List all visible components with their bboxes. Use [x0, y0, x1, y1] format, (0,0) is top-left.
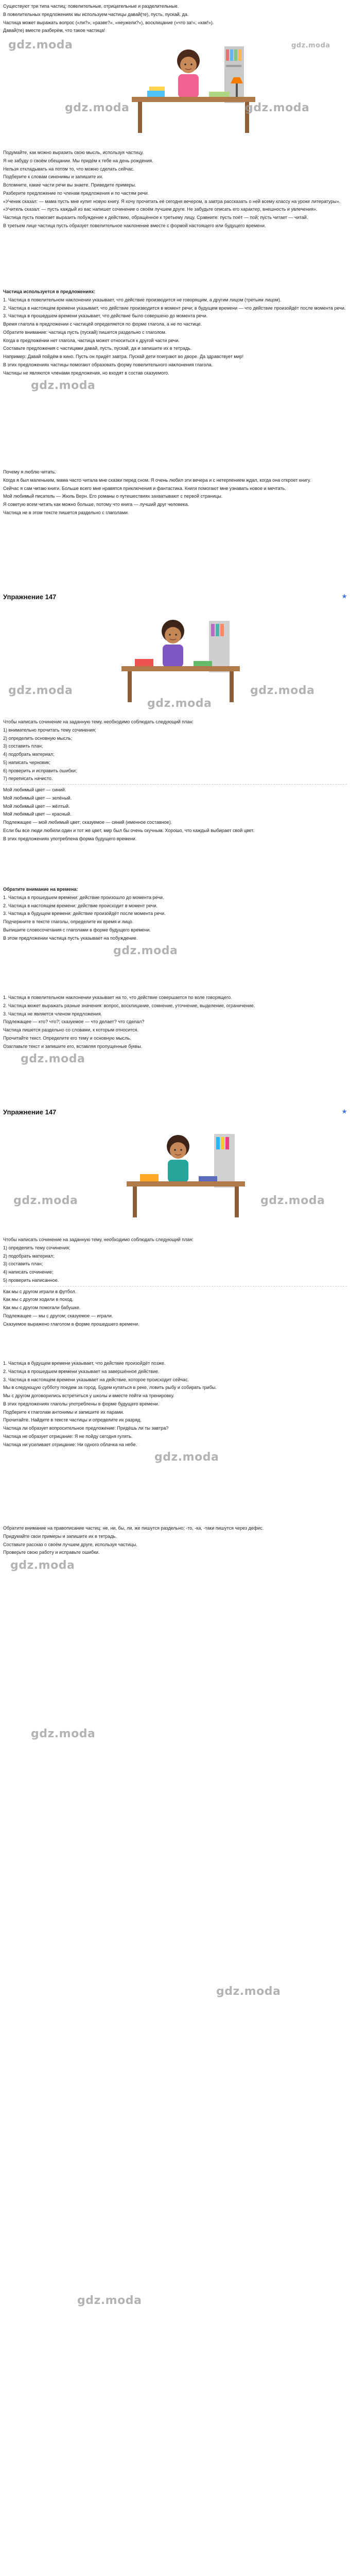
- exercise-147-header: [0, 587, 350, 605]
- divider: [3, 784, 347, 785]
- section-1-line: Я не забуду о своём обещании. Мы придём к тебе на день рождения.: [3, 158, 153, 163]
- intro-line-3: Частица может выражать вопрос («ли?», «разве?», «неужели?»), восклицание («что за!», «как!»).: [3, 20, 214, 25]
- section-1-body: «Ученик сказал: — мама пусть мне купит новую книгу. Я хочу прочитать её сегодня вечером, а завтра рассказать о ней всему классу на уроке литературы».: [3, 198, 341, 204]
- exercise-147-part-b: [0, 886, 350, 959]
- ex147b-b-line: 2. Частица в прошедшем времени указывает на завершённое действие.: [3, 1368, 160, 1374]
- ex147-a-line: Чтобы написать сочинение на заданную тему, необходимо соблюдать следующий план:: [3, 719, 194, 724]
- watermark-text: gdz.moda: [260, 1194, 325, 1207]
- ex147-c-line: Прочитайте текст. Определите его тему и основную мысль.: [3, 1035, 131, 1041]
- ex147-a-line: 2) определить основную мысль;: [3, 735, 73, 741]
- watermark-text: gdz.moda: [77, 2294, 142, 2307]
- section-3-line: Частица не в этом тексте пишется раздельно с глаголами.: [3, 510, 129, 515]
- section-2-line: Например: Давай пойдём в кино. Пусть он придёт завтра. Пускай дети поиграют во дворе. Да здравствует мир!: [3, 354, 244, 360]
- section-1-line: Вспомните, какие части речи вы знаете. Приведите примеры.: [3, 182, 136, 188]
- girl-desk-illustration-icon: [3, 1121, 347, 1229]
- ex147b-a-line: 4) написать сочинение;: [3, 1269, 54, 1275]
- section-1-line: Разберите предложение по членам предложения и по частям речи.: [3, 190, 149, 196]
- bookmark-star-icon[interactable]: ★: [342, 1109, 347, 1115]
- section-3: [0, 469, 350, 518]
- ex147-a-line: Мой любимый цвет — синий.: [3, 787, 66, 793]
- ex147-b-line: В этом предложении частица пусть указывает на побуждение.: [3, 935, 138, 941]
- watermark-text: gdz.moda: [154, 1451, 219, 1464]
- ex147b-a-line: Как мы с другом играли в футбол.: [3, 1289, 77, 1294]
- watermark-text: gdz.moda: [245, 101, 310, 114]
- ex147b-b-line: Подберите к глаголам антонимы и запишите их парами.: [3, 1409, 124, 1415]
- illustration-girl-desk-1: [3, 36, 347, 144]
- watermark-text: gdz.moda: [65, 101, 130, 114]
- ex147-b-line: Выпишите словосочетания с глаголами в форме будущего времени.: [3, 927, 151, 933]
- ex147-a-line: 1) внимательно прочитать тему сочинения;: [3, 727, 96, 733]
- watermark-text: gdz.moda: [10, 1559, 75, 1572]
- exercise-147b-heading: [3, 1108, 347, 1117]
- ex147b-a-line: Подлежащее — мы с другом; сказуемое — играли.: [3, 1313, 113, 1318]
- ex147b-b-line: Мы в следующую субботу поедем за город. Будем купаться в реке, ловить рыбу и собирать грибы.: [3, 1385, 217, 1391]
- ex147b-b-line: 3. Частица в настоящем времени указывает на действие, которое происходит сейчас.: [3, 1377, 189, 1382]
- ex147b-b-line: Частица не образует отрицание: Я не пойду сегодня гулять.: [3, 1433, 133, 1439]
- section-2-line: Время глагола в предложении с частицей определяется по форме глагола, а не по частице.: [3, 321, 202, 327]
- section-3-line: Почему я люблю читать.: [3, 469, 56, 474]
- section-2-line: 3. Частица в прошедшем времени указывает, что действие было совершено до момента речи.: [3, 313, 208, 319]
- ex147-c-line: 2. Частица может выражать разные значения: вопрос, восклицание, сомнение, уточнение, выделение, ограничение.: [3, 1003, 255, 1008]
- ex147b-a-line: 2) подобрать материал;: [3, 1253, 55, 1259]
- section-2-line: Составьте предложения с частицами давай, пусть, пускай, да и запишите их в тетрадь.: [3, 346, 192, 351]
- section-3-line: Мой любимый писатель — Жюль Верн. Его романы о путешествиях захватывают с первой страницы.: [3, 494, 223, 499]
- ex147b-a-line: 5) проверить написанное.: [3, 1277, 59, 1283]
- ex147b-b-line: Прочитайте. Найдите в тексте частицы и определите их разряд.: [3, 1417, 142, 1423]
- exercise-147-heading: [3, 592, 347, 602]
- ex147b-b-line: Частица ли образует вопросительное предложение: Придёшь ли ты завтра?: [3, 1426, 169, 1431]
- ex147-b-title: Обратите внимание на времена:: [3, 887, 78, 892]
- ex147-a-line: Подлежащее — мой любимый цвет; сказуемое — синий (именное составное).: [3, 820, 172, 825]
- section-1-line: Подберите к словам синонимы и запишите их.: [3, 174, 103, 180]
- exercise-147b-title: Упражнение 147: [3, 1108, 57, 1116]
- section-1-body: Частица пусть помогает выразить побуждение к действию, обращённое к третьему лицу. Сравните: пусть поёт — пой; пусть читает — читай.: [3, 215, 308, 221]
- watermark-text: gdz.moda: [113, 944, 178, 958]
- section-1-line: Нельзя откладывать на потом то, что можно сделать сейчас.: [3, 166, 135, 172]
- exercise-147b-header: [0, 1103, 350, 1121]
- exercise-147-title: Упражнение 147: [3, 593, 57, 601]
- ex147b-a-line: Как мы с другом ходили в поход.: [3, 1297, 74, 1302]
- intro-line-4: Давай(те) вместе разберём, что такое частица!: [3, 28, 106, 33]
- section-2-line: Частицы не являются членами предложения, но входят в состав сказуемого.: [3, 370, 169, 376]
- ex147b-b-line: 1. Частица в будущем времени указывает, что действие произойдёт позже.: [3, 1361, 166, 1366]
- section-1-line: Подумайте, как можно выразить свою мысль, используя частицу.: [3, 150, 144, 155]
- exercise-147-part-c: [0, 994, 350, 1067]
- ex147b-a-line: Сказуемое выражено глаголом в форме прошедшего времени.: [3, 1321, 139, 1327]
- ex147-a-line: В этих предложениях употреблена форма будущего времени.: [3, 836, 137, 841]
- watermark-text: gdz.moda: [291, 42, 330, 49]
- section-2-line: Когда в предложении нет глагола, частица может относиться к другой части речи.: [3, 337, 180, 343]
- watermark-text: gdz.moda: [8, 39, 73, 52]
- section-2-line: Обратите внимание: частица пусть (пускай) пишется раздельно с глаголом.: [3, 329, 167, 335]
- ex147-c-line: 1. Частица в повелительном наклонении указывает на то, что действие совершается по воле говорящего.: [3, 995, 232, 1000]
- ex147-b-line: Подчеркните в тексте глаголы, определите их время и лицо.: [3, 919, 134, 925]
- ex147-b-line: 1. Частица в прошедшем времени: действие произошло до момента речи.: [3, 894, 164, 900]
- ex147b-a-line: Как мы с другом помогали бабушке.: [3, 1305, 81, 1311]
- ex147b-a-line: 3) составить план;: [3, 1261, 43, 1267]
- ex147b-c-line: Придумайте свои примеры и запишите их в тетрадь.: [3, 1533, 117, 1539]
- ex147-a-line: 3) составить план;: [3, 743, 43, 749]
- ex147b-a-line: Чтобы написать сочинение на заданную тему, необходимо соблюдать следующий план:: [3, 1237, 194, 1242]
- ex147b-a-line: 1) определить тему сочинения;: [3, 1245, 71, 1250]
- watermark-text: gdz.moda: [21, 1053, 85, 1066]
- ex147-a-line: 6) проверить и исправить ошибки;: [3, 768, 77, 773]
- ex147-a-line: 4) подобрать материал;: [3, 752, 55, 757]
- ex147b-b-line: Мы с другом договорились встретиться у школы и вместе пойти на тренировку.: [3, 1393, 174, 1399]
- ex147-a-line: 7) переписать начисто.: [3, 776, 53, 782]
- section-2-line: 1. Частица в повелительном наклонении указывает, что действие производится не говорящим, а другим лицом (третьим лицом).: [3, 297, 282, 302]
- ex147-a-line: Мой любимый цвет — зелёный.: [3, 795, 72, 801]
- section-2-line: 2. Частица в настоящем времени указывает, что действие производится в момент речи; в будущем времени — что действие произойдёт после момента речи.: [3, 305, 346, 311]
- section-3-line: Сейчас я сам читаю книги. Больше всего мне нравятся приключения и фантастика. Книги помогают мне узнавать новое и мечтать.: [3, 485, 286, 491]
- ex147-b-line: 2. Частица в настоящем времени: действие происходит в момент речи.: [3, 903, 157, 908]
- intro-block: [0, 3, 350, 36]
- ex147-a-line: Мой любимый цвет — красный.: [3, 811, 72, 817]
- ex147-a-line: 5) написать черновик;: [3, 759, 50, 765]
- section-3-line: Когда я был маленьким, мама часто читала мне сказки перед сном. Я очень любил эти вечера и с нетерпением ждал, когда она откроет книгу.: [3, 477, 311, 483]
- section-1-body: В третьем лице частица пусть образует повелительное наклонение вместе с формой настоящего или будущего времени.: [3, 223, 266, 228]
- section-1-body: «Учитель сказал: — пусть каждый из вас напишет сочинение о своём лучшем друге. Не забудьте описать его характер, внешность и увлечения».: [3, 207, 318, 212]
- ex147b-b-line: В этих предложениях глаголы употреблены в форме будущего времени.: [3, 1401, 160, 1406]
- watermark-text: gdz.moda: [31, 379, 96, 393]
- intro-line-1: Существуют три типа частиц: повелительные, отрицательные и разделительные.: [3, 4, 179, 9]
- ex147-c-line: 3. Частица не является членом предложения.: [3, 1011, 102, 1016]
- exercise-147b-part-a: [0, 1236, 350, 1329]
- exercise-147b-part-c: [0, 1525, 350, 1574]
- section-2-title: Частица используется в предложениях:: [3, 289, 96, 294]
- intro-line-2: В повелительных предложениях мы используем частицы давай(те), пусть, пускай, да.: [3, 11, 189, 17]
- ex147-a-line: Если бы все люди любили один и тот же цвет, мир был бы очень скучным. Хорошо, что каждый выбирает свой цвет.: [3, 827, 254, 833]
- ex147b-c-line: Обратите внимание на правописание частиц: не, ни, бы, ли, же пишутся раздельно; -то, -ка, -таки пишутся через дефис.: [3, 1526, 264, 1531]
- ex147-b-line: 3. Частица в будущем времени: действие произойдёт после момента речи.: [3, 911, 166, 917]
- ex147-c-line: Частица пишется раздельно со словами, к которым относится.: [3, 1027, 138, 1033]
- section-2: [0, 289, 350, 394]
- exercise-147-part-a: [0, 719, 350, 843]
- watermark-text: gdz.moda: [147, 697, 212, 710]
- section-1: [0, 149, 350, 231]
- ex147-c-line: Подлежащее — кто? что?; сказуемое — что делает? что сделал?: [3, 1019, 145, 1025]
- exercise-147b-part-b: [0, 1360, 350, 1466]
- ex147-c-line: Озаглавьте текст и запишите его, вставляя пропущенные буквы.: [3, 1043, 143, 1049]
- section-2-line: В этих предложениях частицы помогают образовать форму повелительного наклонения глагола.: [3, 362, 213, 367]
- watermark-text: gdz.moda: [13, 1194, 78, 1207]
- section-3-line: Я советую всем читать как можно больше, потому что книга — лучший друг человека.: [3, 502, 189, 507]
- watermark-text: gdz.moda: [250, 684, 315, 697]
- ex147b-c-line: Проверьте свою работу и исправьте ошибки.: [3, 1550, 100, 1555]
- illustration-girl-desk-2: [3, 605, 347, 714]
- ex147b-c-line: Составьте рассказ о своём лучшем друге, используя частицы.: [3, 1541, 137, 1547]
- illustration-girl-desk-3: [3, 1121, 347, 1229]
- watermark-text: gdz.moda: [31, 1727, 96, 1740]
- watermark-text: gdz.moda: [216, 1985, 281, 1998]
- bookmark-star-icon[interactable]: ★: [342, 594, 347, 600]
- watermark-text: gdz.moda: [8, 684, 73, 697]
- ex147-a-line: Мой любимый цвет — жёлтый.: [3, 803, 70, 809]
- page-continuation: [0, 1623, 350, 2576]
- ex147b-b-line: Частица ни усиливает отрицание: Ни одного облачка на небе.: [3, 1442, 137, 1447]
